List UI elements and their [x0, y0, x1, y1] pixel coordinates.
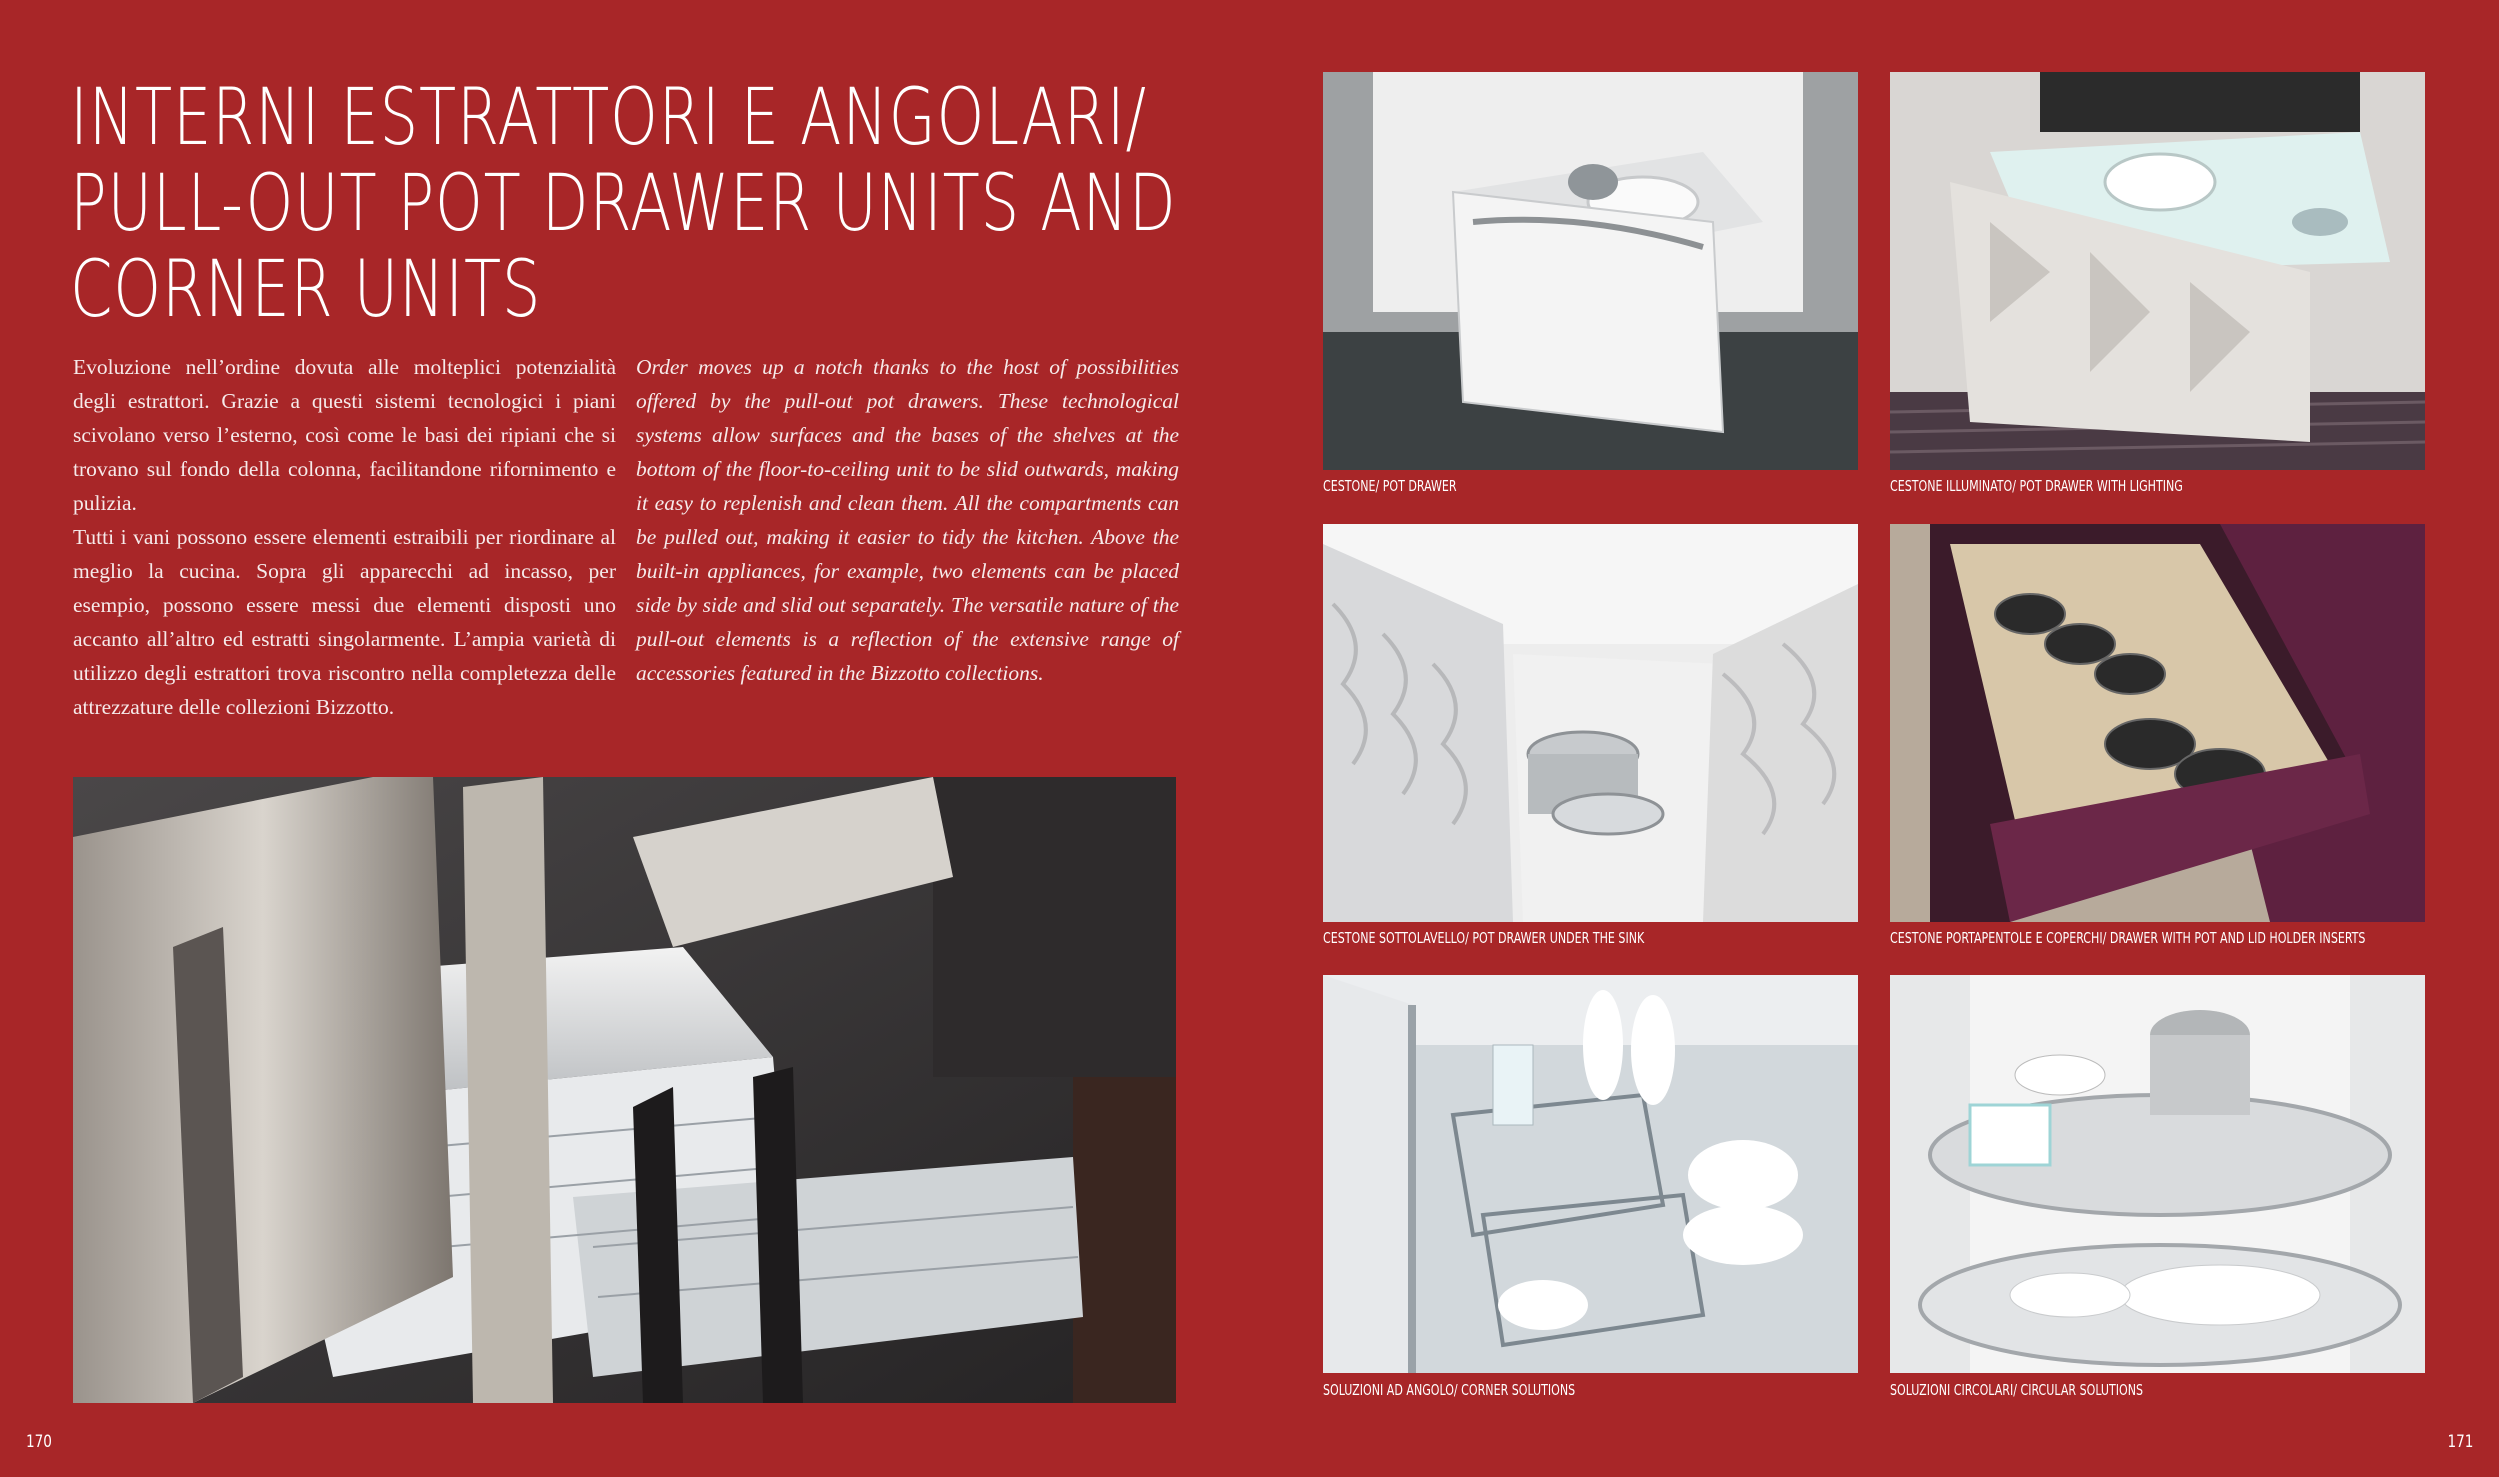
italian-paragraph: Evoluzione nell’ordine dovuta alle molteplici potenzialità degli estrattori. Grazie a questi sistemi tecnologici i piani scivolano verso l’esterno, così come le basi dei ripiani che si trovano sul fondo della colonna, facilitandone rifornimento e pulizia. [73, 355, 616, 515]
under-sink-drawer-photo [1323, 524, 1858, 922]
page-title [70, 73, 1177, 335]
italian-text-column [73, 350, 616, 724]
title-line: CORNER UNITS [70, 245, 542, 335]
caption-under-sink: CESTONE SOTTOLAVELLO/ POT DRAWER UNDER THE SINK [1323, 929, 1645, 947]
pot-lid-holder-photo [1890, 524, 2425, 922]
pull-out-drawers-photo [73, 777, 1176, 1403]
pot-drawer-photo [1323, 72, 1858, 470]
caption-pot-drawer-lighting: CESTONE ILLUMINATO/ POT DRAWER WITH LIGHTING [1890, 477, 2183, 495]
caption-pot-drawer: CESTONE/ POT DRAWER [1323, 477, 1457, 495]
english-paragraph: Order moves up a notch thanks to the host of possibilities offered by the pull-out pot drawers. These technological systems allow surfaces and the bases of the shelves at the bottom of the floor-to-ceiling unit to be slid outwards, making it easy to replenish and clean them. All the compartments can be pulled out, making it easier to tidy the kitchen. Above the built-in appliances, for example, two elements can be placed side by side and slid out separately. The versatile nature of the pull-out elements is a reflection of the extensive range of accessories featured in the Bizzotto collections. [636, 355, 1179, 685]
title-line: PULL-OUT POT DRAWER UNITS AND [70, 159, 1177, 249]
caption-pot-lid-holder: CESTONE PORTAPENTOLE E COPERCHI/ DRAWER WITH POT AND LID HOLDER INSERTS [1890, 929, 2366, 947]
page-number-right: 171 [2447, 1432, 2473, 1452]
pot-drawer-lighting-photo [1890, 72, 2425, 470]
english-text-column [636, 350, 1179, 690]
page-number-left: 170 [26, 1432, 52, 1452]
italian-paragraph: Tutti i vani possono essere elementi estraibili per riordinare al meglio la cucina. Sopra gli apparecchi ad incasso, per esempio, possono essere messi due elementi disposti uno accanto all’altro ed estratti singolarmente. L’ampia varietà di utilizzo degli estrattori trova riscontro nella completezza delle attrezzature delle collezioni Bizzotto. [73, 525, 616, 719]
caption-corner: SOLUZIONI AD ANGOLO/ CORNER SOLUTIONS [1323, 1381, 1576, 1399]
caption-circular: SOLUZIONI CIRCOLARI/ CIRCULAR SOLUTIONS [1890, 1381, 2144, 1399]
corner-solutions-photo [1323, 975, 1858, 1373]
circular-solutions-photo [1890, 975, 2425, 1373]
title-line: INTERNI ESTRATTORI E ANGOLARI/ [70, 73, 1147, 163]
